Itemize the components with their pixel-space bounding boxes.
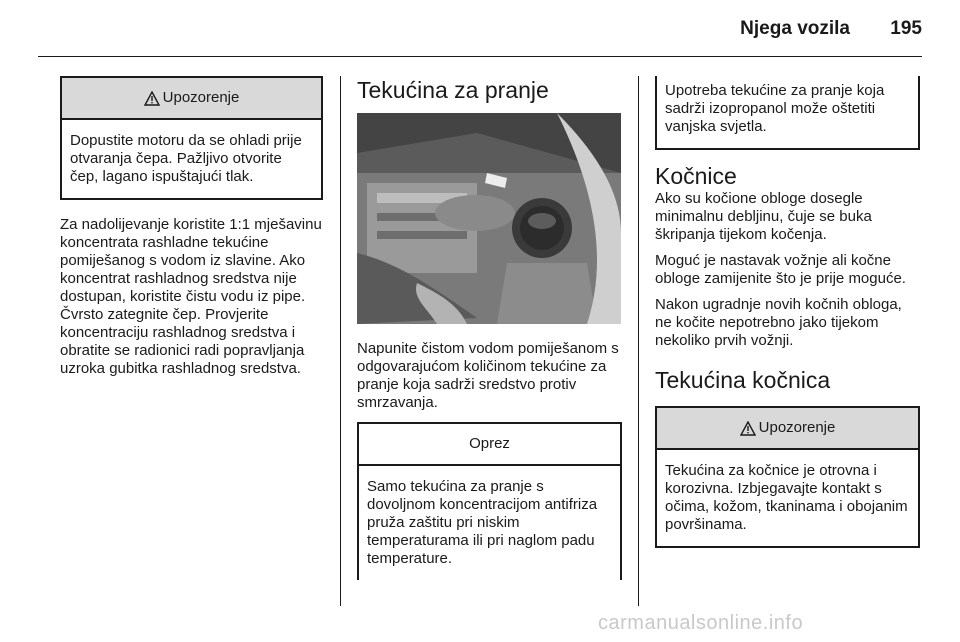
column-2 — [357, 76, 622, 104]
header-divider — [38, 56, 922, 57]
caution-box-continued — [655, 76, 920, 150]
column-3 — [655, 76, 920, 548]
section-heading-brakes: Kočnice — [655, 163, 737, 189]
page-header-title: Njega vozila — [740, 18, 850, 39]
caution-continued-text: Upotreba tekućine za pranje koja sadrži izopropanol može oštetiti vanjska svjetla. — [665, 82, 885, 135]
warning-box-coolant — [60, 76, 323, 200]
warning-triangle-icon — [144, 91, 160, 106]
coolant-paragraph: Za nadolijevanje koristite 1:1 mješavinu koncentrata rashladne tekućine pomiješanog s vodom iz slavine. Ako koncentrat rashladnog sredstva nije dostupan, koristite čistu vodu iz pipe. Čvrsto zategnite čep. Provjerite koncentraciju rashladnog sredstva i obratite se radionici radi popravljanja uzroka gubitka rashladnog sredstva. — [60, 216, 322, 377]
watermark: carmanualsonline.info — [598, 612, 804, 634]
section-heading-washer-fluid: Tekućina za pranje — [357, 77, 549, 103]
caution-box-text: Samo tekućina za pranje s dovoljnom koncentracijom antifriza pruža zaštitu pri niskim temperaturama ili pri naglom padu temperature. — [367, 478, 598, 567]
warning-box-header — [62, 78, 321, 120]
warning-triangle-icon — [740, 421, 756, 436]
brakes-paragraph-1: Ako su kočione obloge dosegle minimalnu debljinu, čuje se buka škripanja tijekom kočenja. — [655, 190, 872, 243]
caution-box-header — [359, 424, 620, 466]
section-heading-brake-fluid: Tekućina kočnica — [655, 367, 831, 393]
brakes-paragraph-3: Nakon ugradnje novih kočnih obloga, ne kočite nepotrebno jako tijekom nekoliko prvih vožnji. — [655, 296, 902, 349]
caution-box-title: Oprez — [469, 435, 510, 452]
brake-warning-box-header — [657, 408, 918, 450]
brakes-paragraph-2: Moguć je nastavak vožnje ali kočne obloge zamijenite što je prije moguće. — [655, 252, 906, 287]
warning-box-brake-fluid — [655, 406, 920, 548]
page-number: 195 — [890, 18, 922, 39]
brake-warning-box-title: Upozorenje — [758, 419, 836, 436]
washer-fluid-paragraph: Napunite čistom vodom pomiješanom s odgovarajućom količinom tekućine za pranje koja sadrži sredstvo protiv smrzavanja. — [357, 340, 619, 411]
caution-box-washer — [357, 422, 622, 580]
brake-warning-box-text: Tekućina za kočnice je otrovna i korozivna. Izbjegavajte kontakt s očima, kožom, tkaninama i obojanim površinama. — [665, 462, 908, 533]
column-2-lower — [357, 340, 622, 580]
column-1 — [60, 76, 325, 386]
warning-box-text: Dopustite motoru da se ohladi prije otvaranja čepa. Pažljivo otvorite čep, lagano ispuštajući tlak. — [70, 132, 302, 185]
column-divider-1 — [340, 76, 341, 606]
column-divider-2 — [638, 76, 639, 606]
engine-bay-washer-reservoir-photo — [357, 113, 621, 324]
warning-box-title: Upozorenje — [162, 89, 240, 106]
